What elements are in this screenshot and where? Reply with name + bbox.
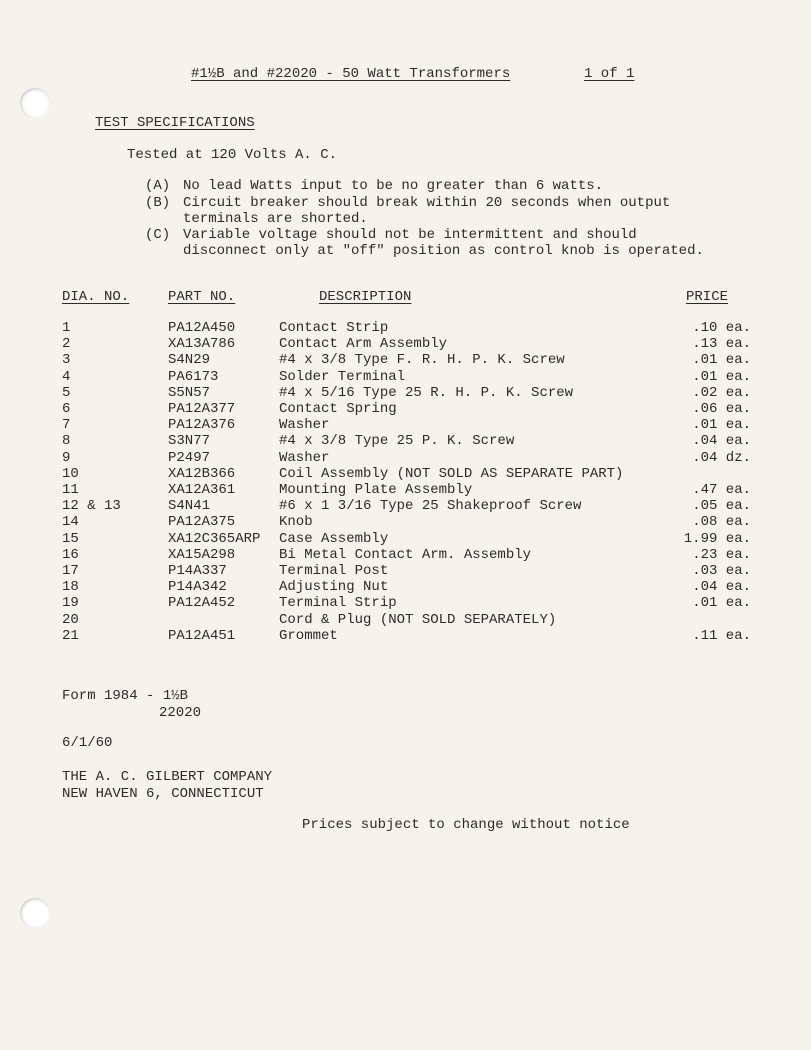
form-number-alt: 22020	[159, 705, 202, 721]
description-cell: Grommet	[279, 627, 338, 644]
table-row	[0, 514, 811, 530]
dia-no-cell: 6	[62, 401, 71, 417]
description-cell: Coil Assembly (NOT SOLD AS SEPARATE PART)	[279, 465, 624, 482]
dia-no-cell: 11	[62, 482, 79, 498]
part-no-cell: PA12A377	[168, 401, 236, 417]
price-cell: .02 ea.	[692, 384, 751, 401]
price-cell: .04 dz.	[692, 449, 751, 466]
description-cell: Mounting Plate Assembly	[279, 482, 473, 498]
dia-no-cell: 18	[62, 579, 79, 596]
part-no-cell: S4N29	[168, 352, 211, 369]
price-cell: .04 ea.	[692, 579, 751, 596]
part-no-cell: S4N41	[168, 498, 211, 515]
spec-label: (C)	[145, 227, 171, 243]
part-no-cell: PA6173	[168, 368, 219, 385]
company-name: THE A. C. GILBERT COMPANY	[62, 769, 273, 785]
description-cell: Knob	[279, 514, 313, 531]
table-row	[0, 547, 811, 563]
dia-no-cell: 20	[62, 611, 79, 628]
part-no-cell: S3N77	[168, 433, 211, 450]
description-cell: Cord & Plug (NOT SOLD SEPARATELY)	[279, 611, 557, 628]
description-cell: #6 x 1 3/16 Type 25 Shakeproof Screw	[279, 498, 582, 515]
spec-label: (B)	[145, 195, 171, 211]
part-no-cell: XA13A786	[168, 336, 236, 353]
table-row	[0, 498, 811, 514]
description-cell: Case Assembly	[279, 530, 389, 547]
price-cell: .05 ea.	[692, 498, 751, 515]
table-row	[0, 466, 811, 482]
part-no-cell: S5N57	[168, 384, 211, 401]
document-title: #1½B and #22020 - 50 Watt Transformers	[191, 66, 511, 82]
table-row	[0, 336, 811, 352]
price-cell: .01 ea.	[692, 595, 751, 612]
description-cell: #4 x 5/16 Type 25 R. H. P. K. Screw	[279, 384, 574, 401]
dia-no-cell: 8	[62, 433, 71, 450]
dia-no-cell: 21	[62, 627, 79, 644]
test-specs-intro: Tested at 120 Volts A. C.	[127, 147, 338, 163]
dia-no-cell: 5	[62, 384, 71, 401]
table-row	[0, 320, 811, 336]
price-cell: .01 ea.	[692, 368, 751, 385]
price-cell: .11 ea.	[692, 627, 751, 644]
part-no-cell: PA12A375	[168, 514, 236, 531]
part-no-cell: PA12A450	[168, 320, 236, 336]
page-info: 1 of 1	[584, 66, 635, 82]
dia-no-cell: 1	[62, 320, 71, 336]
spec-label: (A)	[145, 178, 171, 194]
price-cell: .04 ea.	[692, 433, 751, 450]
dia-no-cell: 12 & 13	[62, 498, 121, 515]
header-price: PRICE	[686, 289, 729, 305]
description-cell: Contact Strip	[279, 320, 389, 336]
table-row	[0, 628, 811, 644]
price-cell: .01 ea.	[692, 352, 751, 369]
price-cell: .13 ea.	[692, 336, 751, 353]
table-row	[0, 417, 811, 433]
dia-no-cell: 7	[62, 417, 71, 434]
dia-no-cell: 4	[62, 368, 71, 385]
table-row	[0, 450, 811, 466]
table-row	[0, 433, 811, 449]
description-cell: #4 x 3/8 Type F. R. H. P. K. Screw	[279, 352, 565, 369]
dia-no-cell: 17	[62, 563, 79, 579]
description-cell: Terminal Strip	[279, 595, 397, 612]
test-specs-heading: TEST SPECIFICATIONS	[95, 115, 255, 131]
table-row	[0, 563, 811, 579]
spec-text: terminals are shorted.	[183, 211, 368, 227]
dia-no-cell: 2	[62, 336, 71, 353]
part-no-cell: PA12A451	[168, 627, 236, 644]
description-cell: Contact Arm Assembly	[279, 336, 448, 353]
description-cell: Washer	[279, 417, 330, 434]
price-cell: 1.99 ea.	[683, 530, 751, 547]
part-no-cell: XA12B366	[168, 465, 236, 482]
form-date: 6/1/60	[62, 735, 113, 751]
dia-no-cell: 3	[62, 352, 71, 369]
table-row	[0, 482, 811, 498]
spec-text: Variable voltage should not be intermittent and should	[183, 227, 637, 243]
dia-no-cell: 10	[62, 465, 79, 482]
punch-hole-bottom	[20, 898, 50, 928]
table-row	[0, 385, 811, 401]
description-cell: Terminal Post	[279, 563, 389, 579]
part-no-cell: P14A342	[168, 579, 227, 596]
table-row	[0, 595, 811, 611]
description-cell: Contact Spring	[279, 401, 397, 417]
part-no-cell: P14A337	[168, 563, 227, 579]
table-row	[0, 579, 811, 595]
part-no-cell: PA12A452	[168, 595, 236, 612]
part-no-cell: P2497	[168, 449, 211, 466]
header-description: DESCRIPTION	[319, 289, 412, 305]
description-cell: Adjusting Nut	[279, 579, 389, 596]
spec-text: disconnect only at "off" position as control knob is operated.	[183, 243, 704, 259]
description-cell: Solder Terminal	[279, 368, 406, 385]
dia-no-cell: 15	[62, 530, 79, 547]
part-no-cell: XA12A361	[168, 482, 236, 498]
form-number: Form 1984 - 1½B	[62, 688, 189, 704]
price-cell: .08 ea.	[692, 514, 751, 531]
spec-text: Circuit breaker should break within 20 seconds when output	[183, 195, 671, 211]
description-cell: Bi Metal Contact Arm. Assembly	[279, 546, 532, 563]
table-row	[0, 531, 811, 547]
price-notice: Prices subject to change without notice	[302, 817, 630, 833]
table-row	[0, 401, 811, 417]
spec-text: No lead Watts input to be no greater than 6 watts.	[183, 178, 604, 194]
description-cell: Washer	[279, 449, 330, 466]
dia-no-cell: 16	[62, 546, 79, 563]
description-cell: #4 x 3/8 Type 25 P. K. Screw	[279, 433, 515, 450]
price-cell: .47 ea.	[692, 482, 751, 498]
price-cell: .10 ea.	[692, 320, 751, 336]
part-no-cell: PA12A376	[168, 417, 236, 434]
price-cell: .01 ea.	[692, 417, 751, 434]
dia-no-cell: 9	[62, 449, 71, 466]
dia-no-cell: 19	[62, 595, 79, 612]
price-cell: .06 ea.	[692, 401, 751, 417]
table-row	[0, 352, 811, 368]
header-dia-no: DIA. NO.	[62, 289, 130, 305]
price-cell: .23 ea.	[692, 546, 751, 563]
dia-no-cell: 14	[62, 514, 79, 531]
header-part-no: PART NO.	[168, 289, 236, 305]
company-address: NEW HAVEN 6, CONNECTICUT	[62, 786, 264, 802]
table-row	[0, 369, 811, 385]
part-no-cell: XA12C365ARP	[168, 530, 261, 547]
table-row	[0, 612, 811, 628]
part-no-cell: XA15A298	[168, 546, 236, 563]
price-cell: .03 ea.	[692, 563, 751, 579]
punch-hole-top	[20, 88, 50, 118]
